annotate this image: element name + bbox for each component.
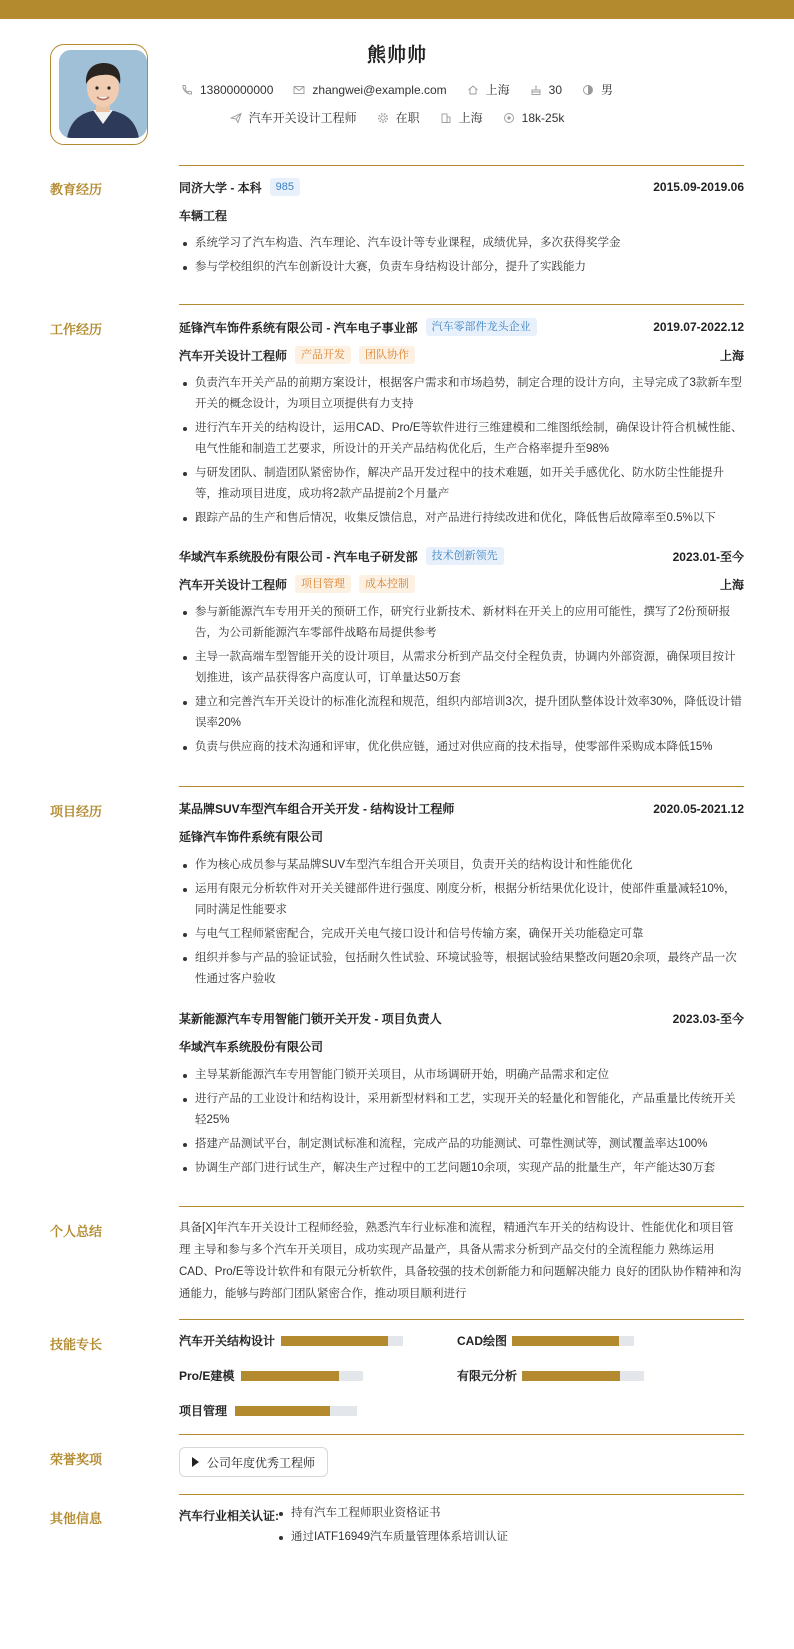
project-bullets	[179, 855, 744, 993]
gear-icon	[377, 112, 389, 124]
role-tag: 团队协作	[359, 346, 415, 364]
skill-bar-fill	[281, 1336, 388, 1346]
list-item: 与电气工程师紧密配合，完成开关电气接口设计和信号传输方案，确保开关功能稳定可靠	[179, 924, 744, 945]
top-accent-bar	[0, 0, 794, 19]
skill-bar-fill	[512, 1336, 619, 1346]
skill-bar	[281, 1336, 403, 1346]
education-section-title: 教育经历	[50, 182, 103, 197]
project-title: 某品牌SUV车型汽车组合开关开发 - 结构设计工程师	[179, 802, 455, 816]
mail-icon	[293, 84, 305, 96]
list-item: 协调生产部门进行试生产，解决生产过程中的工艺问题10余项，实现产品的批量生产，年产能达30万套	[179, 1158, 744, 1179]
home-icon	[467, 84, 479, 96]
list-item: 参与学校组织的汽车创新设计大赛，负责车身结构设计部分，提升了实践能力	[179, 257, 744, 278]
project-company-row	[179, 828, 744, 845]
list-item: 建立和完善汽车开关设计的标准化流程和规范，组织内部培训3次，提升团队整体设计效率30%，降低设计错误率20%	[179, 692, 744, 734]
company-tag: 汽车零部件龙头企业	[426, 318, 537, 336]
list-item: 进行产品的工业设计和结构设计，采用新型材料和工艺，实现开关的轻量化和智能化，产品重量比传统开关轻25%	[179, 1089, 744, 1131]
project-title: 某新能源汽车专用智能门锁开关开发 - 项目负责人	[179, 1012, 442, 1026]
cake-icon	[530, 84, 542, 96]
list-item: 参与新能源汽车专用开关的预研工作，研究行业新技术、新材料在开关上的应用可能性，撰写了2份预研报告，为公司新能源汽车零部件战略布局提供参考	[179, 602, 744, 644]
project-bullets	[179, 1065, 744, 1182]
age-item	[530, 83, 562, 97]
project-company-row	[179, 1038, 744, 1055]
skills-divider	[179, 1319, 744, 1320]
other-divider	[179, 1494, 744, 1495]
target-city-item	[440, 109, 483, 126]
job-title-text: 汽车开关设计工程师	[248, 111, 357, 125]
company-name: 延锋汽车饰件系统有限公司 - 汽车电子事业部	[179, 320, 418, 335]
gender-icon	[582, 84, 594, 96]
list-item: 跟踪产品的生产和售后情况，收集反馈信息，对产品进行持续改进和优化，降低售后故障率至0.5%以下	[179, 508, 744, 529]
company-row	[179, 318, 744, 336]
role-tag: 项目管理	[295, 575, 351, 593]
skill-name: 有限元分析	[457, 1369, 518, 1383]
skill-bar	[522, 1371, 644, 1381]
skill-bar-fill	[241, 1371, 339, 1381]
education-divider	[179, 165, 744, 166]
company-tag: 技术创新领先	[426, 547, 504, 565]
skill-bar-fill	[235, 1406, 330, 1416]
company-name: 华域汽车系统股份有限公司 - 汽车电子研发部	[179, 549, 418, 564]
project-section-title: 项目经历	[50, 804, 103, 819]
project-header-row	[179, 1010, 744, 1027]
location-text: 上海	[485, 83, 510, 97]
status-item	[377, 109, 420, 126]
send-icon	[230, 112, 242, 124]
list-item: 持有汽车工程师职业资格证书	[275, 1503, 735, 1524]
major-name: 车辆工程	[179, 209, 228, 223]
list-item: 系统学习了汽车构造、汽车理论、汽车设计等专业课程，成绩优异，多次获得奖学金	[179, 233, 744, 254]
certification-list	[275, 1503, 735, 1551]
phone-text: 13800000000	[199, 82, 274, 97]
work-period: 2023.01-至今	[672, 549, 744, 564]
status-text: 在职	[395, 111, 420, 125]
work-divider	[179, 304, 744, 305]
skill-name: CAD绘图	[457, 1334, 507, 1348]
job-intent-row	[0, 109, 794, 126]
skill-name: 汽车开关结构设计	[179, 1334, 276, 1348]
list-item: 通过IATF16949汽车质量管理体系培训认证	[275, 1527, 735, 1548]
project-period: 2023.03-至今	[672, 1012, 744, 1026]
gender-item	[582, 81, 613, 98]
list-item: 进行汽车开关的结构设计，运用CAD、Pro/E等软件进行三维建模和二维图纸绘制，确保设计符合机械性能、电气性能和制造工艺要求，所设计的开关产品结构优化后，生产合格率提升至98%	[179, 418, 744, 460]
phone-item	[181, 83, 273, 97]
email-text: zhangwei@example.com	[312, 82, 447, 97]
location-item	[467, 81, 510, 98]
project-divider	[179, 786, 744, 787]
other-section-title: 其他信息	[50, 1511, 103, 1526]
education-bullets	[179, 233, 744, 281]
list-item: 负责与供应商的技术沟通和评审，优化供应链，通过对供应商的技术指导，使零部件采购成本降低15%	[179, 737, 744, 758]
project-company: 华域汽车系统股份有限公司	[179, 1040, 324, 1054]
age-text: 30	[548, 82, 563, 97]
company-row	[179, 547, 744, 565]
email-item	[293, 83, 446, 97]
skill-bar	[235, 1406, 357, 1416]
skill-name: 项目管理	[179, 1404, 228, 1418]
education-header-row	[179, 178, 744, 196]
summary-section-title: 个人总结	[50, 1224, 103, 1239]
project-header-row	[179, 800, 744, 817]
major-row	[179, 207, 744, 224]
work-city: 上海	[719, 348, 744, 363]
honors-divider	[179, 1434, 744, 1435]
salary-item	[503, 111, 565, 125]
gender-text: 男	[601, 83, 614, 97]
skill-name: Pro/E建模	[179, 1369, 235, 1383]
role-name: 汽车开关设计工程师	[179, 577, 288, 592]
building-icon	[440, 112, 452, 124]
honor-text: 公司年度优秀工程师	[207, 1455, 316, 1470]
school-name: 同济大学 - 本科	[179, 180, 262, 195]
list-item: 运用有限元分析软件对开关关键部件进行强度、刚度分析，根据分析结果优化设计，使部件重量减轻10%，同时满足性能要求	[179, 879, 744, 921]
target-city-text: 上海	[458, 111, 483, 125]
coin-icon	[503, 112, 515, 124]
skill-bar	[512, 1336, 634, 1346]
role-name: 汽车开关设计工程师	[179, 348, 288, 363]
role-tag: 产品开发	[295, 346, 351, 364]
job-title-item	[230, 109, 357, 126]
project-period: 2020.05-2021.12	[653, 801, 744, 816]
certification-label: 汽车行业相关认证:	[179, 1509, 279, 1523]
phone-icon	[181, 84, 193, 96]
candidate-name: 熊帅帅	[366, 45, 427, 66]
role-row	[179, 346, 744, 364]
work-bullets	[179, 602, 744, 761]
role-row	[179, 575, 744, 593]
education-period: 2015.09-2019.06	[653, 180, 744, 194]
work-city: 上海	[719, 577, 744, 592]
work-period: 2019.07-2022.12	[653, 320, 744, 334]
salary-text: 18k-25k	[521, 110, 565, 125]
list-item: 主导某新能源汽车专用智能门锁开关项目，从市场调研开始，明确产品需求和定位	[179, 1065, 744, 1086]
honors-section-title: 荣誉奖项	[50, 1452, 103, 1467]
role-tag: 成本控制	[359, 575, 415, 593]
work-section-title: 工作经历	[50, 322, 103, 337]
project-company: 延锋汽车饰件系统有限公司	[179, 830, 324, 844]
list-item: 与研发团队、制造团队紧密协作，解决产品开发过程中的技术难题，如开关手感优化、防水防尘性能提升等，推动项目进度，成功将2款产品提前2个月量产	[179, 463, 744, 505]
skills-section-title: 技能专长	[50, 1337, 103, 1352]
summary-divider	[179, 1206, 744, 1207]
list-item: 主导一款高端车型智能开关的设计项目，从需求分析到产品交付全程负责，协调内外部资源，确保项目按计划推进，该产品获得客户高度认可，订单量达50万套	[179, 647, 744, 689]
skill-bar-fill	[522, 1371, 620, 1381]
list-item: 作为核心成员参与某品牌SUV车型汽车组合开关项目，负责开关的结构设计和性能优化	[179, 855, 744, 876]
school-tag: 985	[270, 178, 300, 196]
work-bullets	[179, 373, 744, 532]
list-item: 搭建产品测试平台，制定测试标准和流程，完成产品的功能测试、可靠性测试等，测试覆盖率达100%	[179, 1134, 744, 1155]
skill-bar	[241, 1371, 363, 1381]
list-item: 组织并参与产品的验证试验，包括耐久性试验、环境试验等，根据试验结果整改问题20余项，最终产品一次性通过客户验收	[179, 948, 744, 990]
honor-badge	[179, 1447, 328, 1477]
list-item: 负责汽车开关产品的前期方案设计，根据客户需求和市场趋势，制定合理的设计方向，主导完成了3款新车型开关的概念设计，为项目立项提供有力支持	[179, 373, 744, 415]
play-icon	[192, 1457, 199, 1467]
summary-text: 具备[X]年汽车开关设计工程师经验，熟悉汽车行业标准和流程，精通汽车开关的结构设计、性能优化和项目管理 主导和参与多个汽车开关项目，成功实现产品量产，具备从需求分析到产品交付的全流程能力 熟练运用CAD、Pro/E等设计软件和有限元分析软件，具备较强的技术创新能力和问题解决能力 良好的团队协作精神和沟通能力，能够与跨部门团队紧密合作，推动项目顺利进行	[179, 1222, 742, 1300]
contact-row	[0, 81, 794, 98]
